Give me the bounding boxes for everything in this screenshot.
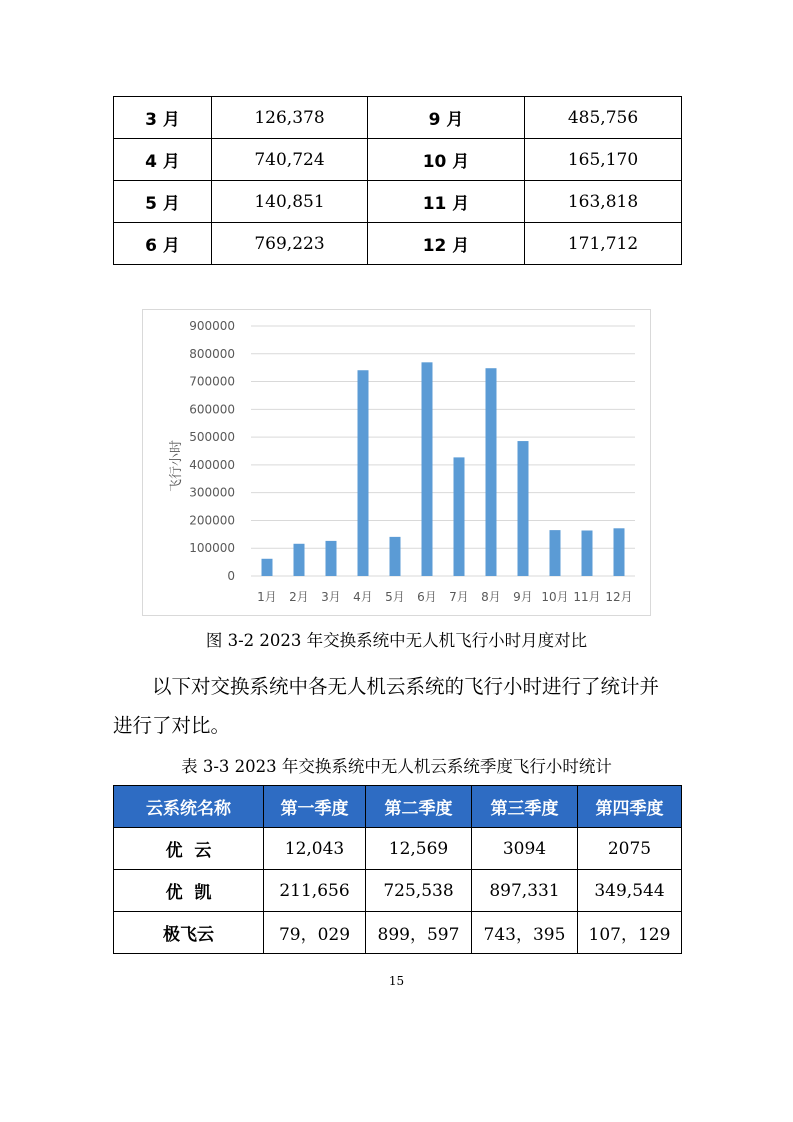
value-cell: 211,656 — [264, 870, 366, 912]
value-cell: 165,170 — [525, 139, 682, 181]
value-cell: 740,724 — [212, 139, 368, 181]
monthly-bar-chart — [142, 309, 651, 616]
value-cell: 769,223 — [212, 223, 368, 265]
x-tick-label: 9月 — [513, 590, 533, 604]
body-paragraph: 以下对交换系统中各无人机云系统的飞行小时进行了统计并进行了对比。 — [113, 675, 660, 737]
y-tick-label: 400000 — [189, 457, 235, 472]
table-row — [114, 912, 682, 954]
y-tick-label: 600000 — [189, 402, 235, 417]
y-tick-label: 900000 — [189, 319, 235, 333]
bar-10 — [550, 530, 561, 576]
month-cell: 11 月 — [368, 181, 525, 223]
figure-caption: 图 3-2 2023 年交换系统中无人机飞行小时月度对比 — [205, 631, 588, 650]
value-cell: 485,756 — [525, 97, 682, 139]
system-name-cell: 优 凯 — [114, 870, 264, 912]
table-row — [114, 139, 682, 181]
x-axis-ticks — [257, 590, 632, 604]
value-cell: 140,851 — [212, 181, 368, 223]
chart-bars — [262, 362, 625, 576]
value-cell: 12,043 — [264, 828, 366, 870]
bar-1 — [262, 559, 273, 576]
value-cell: 349,544 — [578, 870, 682, 912]
bar-2 — [294, 544, 305, 576]
bar-7 — [454, 457, 465, 576]
x-tick-label: 12月 — [605, 590, 633, 604]
x-tick-label: 2月 — [289, 590, 309, 604]
chart-canvas — [143, 310, 650, 615]
value-cell: 899，597 — [366, 912, 472, 954]
x-tick-label: 11月 — [573, 590, 601, 604]
value-cell: 897,331 — [472, 870, 578, 912]
column-header: 云系统名称 — [114, 786, 264, 828]
month-cell: 5 月 — [114, 181, 212, 223]
value-cell: 126,378 — [212, 97, 368, 139]
y-axis-ticks — [189, 319, 235, 583]
y-tick-label: 100000 — [189, 541, 235, 556]
month-cell: 12 月 — [368, 223, 525, 265]
y-tick-label: 500000 — [189, 430, 235, 445]
value-cell: 107，129 — [578, 912, 682, 954]
table-header-row — [114, 786, 682, 828]
value-cell: 163,818 — [525, 181, 682, 223]
bar-9 — [518, 441, 529, 576]
bar-11 — [582, 530, 593, 576]
month-cell: 9 月 — [368, 97, 525, 139]
value-cell: 3094 — [472, 828, 578, 870]
quarterly-flight-hours-table — [113, 785, 682, 954]
value-cell: 171,712 — [525, 223, 682, 265]
value-cell: 725,538 — [366, 870, 472, 912]
bar-12 — [614, 528, 625, 576]
system-name-cell: 极飞云 — [114, 912, 264, 954]
x-tick-label: 4月 — [353, 590, 373, 604]
bar-5 — [390, 537, 401, 576]
value-cell: 12,569 — [366, 828, 472, 870]
table-row — [114, 828, 682, 870]
value-cell: 79，029 — [264, 912, 366, 954]
x-tick-label: 7月 — [449, 590, 469, 604]
y-tick-label: 700000 — [189, 374, 235, 389]
table-caption: 表 3-3 2023 年交换系统中无人机云系统季度飞行小时统计 — [181, 757, 612, 776]
month-cell: 6 月 — [114, 223, 212, 265]
y-tick-label: 300000 — [189, 485, 235, 500]
bar-3 — [326, 541, 337, 576]
x-tick-label: 10月 — [541, 590, 569, 604]
table-row — [114, 97, 682, 139]
column-header: 第二季度 — [366, 786, 472, 828]
table-row — [114, 870, 682, 912]
month-cell: 3 月 — [114, 97, 212, 139]
page-number: 15 — [388, 974, 405, 988]
column-header: 第一季度 — [264, 786, 366, 828]
system-name-cell: 优 云 — [114, 828, 264, 870]
bar-8 — [486, 368, 497, 576]
y-axis-label: 飞行小时 — [169, 439, 184, 493]
x-tick-label: 1月 — [257, 590, 277, 604]
month-cell: 4 月 — [114, 139, 212, 181]
monthly-flight-hours-table — [113, 96, 682, 265]
value-cell: 743，395 — [472, 912, 578, 954]
table-row — [114, 181, 682, 223]
month-cell: 10 月 — [368, 139, 525, 181]
x-tick-label: 6月 — [417, 590, 437, 604]
value-cell: 2075 — [578, 828, 682, 870]
chart-gridlines — [251, 326, 635, 576]
table-row — [114, 223, 682, 265]
bar-4 — [358, 370, 369, 576]
column-header: 第三季度 — [472, 786, 578, 828]
x-tick-label: 5月 — [385, 590, 405, 604]
x-tick-label: 3月 — [321, 590, 341, 604]
x-tick-label: 8月 — [481, 590, 501, 604]
bar-6 — [422, 362, 433, 576]
y-tick-label: 0 — [227, 569, 235, 583]
column-header: 第四季度 — [578, 786, 682, 828]
y-tick-label: 800000 — [189, 346, 235, 361]
y-tick-label: 200000 — [189, 513, 235, 528]
